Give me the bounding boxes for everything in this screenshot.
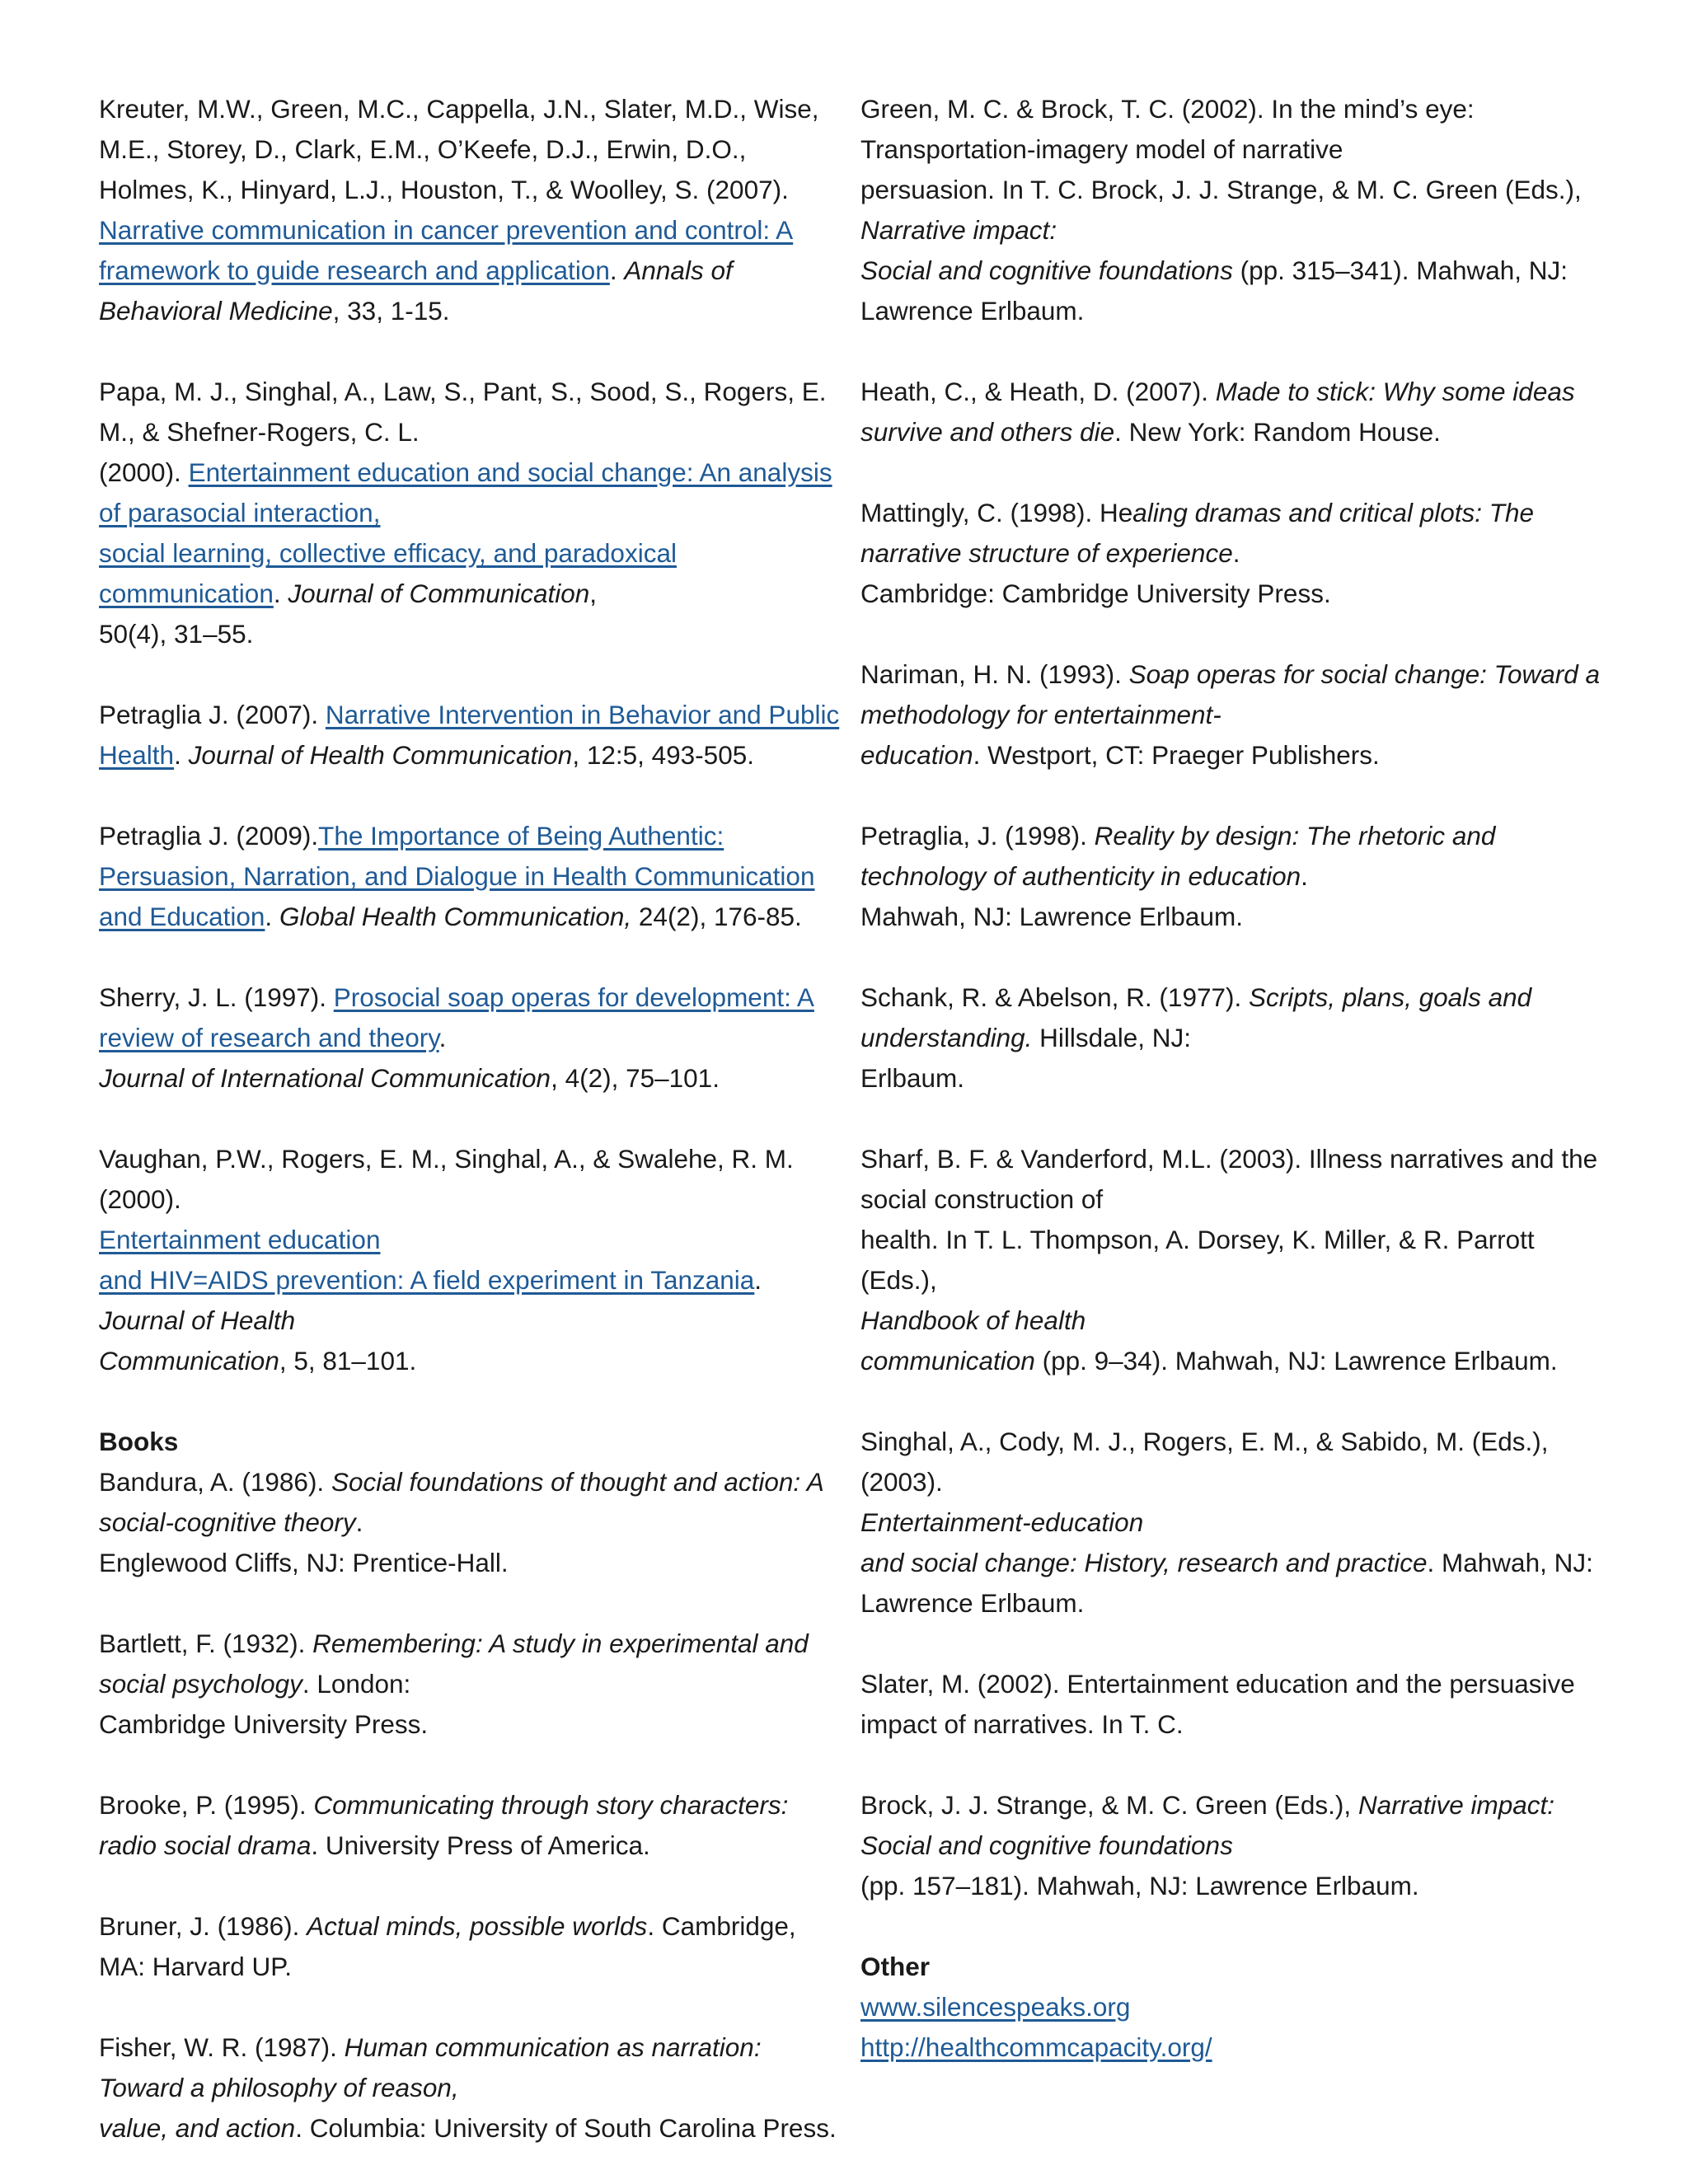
section-heading: Other bbox=[860, 1952, 931, 1981]
reference-text: Sharf, B. F. & Vanderford, M.L. (2003). Illness narratives and the social construction of bbox=[860, 1144, 1598, 1214]
italic-title: Scripts, plans, goals and understanding. bbox=[860, 982, 1532, 1052]
italic-title: communication bbox=[860, 1346, 1035, 1376]
italic-title: Narrative impact: bbox=[860, 215, 1057, 245]
reference-entry bbox=[99, 1906, 845, 1987]
reference-link[interactable]: http://healthcommcapacity.org/ bbox=[860, 2032, 1212, 2062]
reference-entry bbox=[99, 695, 845, 776]
reference-text: Cambridge University Press. bbox=[99, 1709, 429, 1739]
reference-text: Schank, R. & Abelson, R. (1977). bbox=[860, 982, 1249, 1012]
reference-link[interactable]: Entertainment education and social change: An analysis of parasocial interaction, bbox=[99, 457, 832, 527]
reference-text: Bruner, J. (1986). bbox=[99, 1911, 307, 1941]
reference-text: . bbox=[265, 902, 279, 931]
italic-title: value, and action bbox=[99, 2113, 296, 2143]
reference-text: Slater, M. (2002). Entertainment education and the persuasive impact of narratives. In T. C. bbox=[860, 1669, 1575, 1739]
italic-title: Global Health Communication, bbox=[279, 902, 632, 931]
reference-text: Bandura, A. (1986). bbox=[99, 1467, 331, 1497]
reference-text: (pp. 315–341). Mahwah, NJ: Lawrence Erlbaum. bbox=[860, 255, 1568, 326]
reference-link[interactable]: Entertainment education bbox=[99, 1225, 381, 1254]
reference-entry bbox=[99, 1785, 845, 1866]
reference-text: (2000). bbox=[99, 457, 189, 487]
reference-text: Fisher, W. R. (1987). bbox=[99, 2032, 345, 2062]
reference-text: Bartlett, F. (1932). bbox=[99, 1629, 313, 1658]
reference-text: Hillsdale, NJ: bbox=[1032, 1023, 1191, 1052]
reference-entry bbox=[860, 1422, 1602, 1624]
link-list bbox=[860, 1987, 1602, 2068]
reference-text: Kreuter, M.W., Green, M.C., Cappella, J.N., Slater, M.D., Wise, M.E., Storey, D., Clark, E.M., O’Keefe, D.J., Erwin, D.O., Holmes, K., Hinyard, L.J., Houston, T., & Woolley, S. (2007). bbox=[99, 94, 819, 204]
reference-text: Heath, C., & Heath, D. (2007). bbox=[860, 377, 1216, 406]
reference-text: Brock, J. J. Strange, & M. C. Green (Eds.), bbox=[860, 1790, 1358, 1820]
reference-entry bbox=[99, 816, 845, 937]
italic-title: Narrative impact: Social and cognitive foundations bbox=[860, 1790, 1555, 1860]
reference-entry bbox=[860, 493, 1602, 614]
reference-entry bbox=[860, 1139, 1602, 1381]
reference-text: Papa, M. J., Singhal, A., Law, S., Pant, S., Sood, S., Rogers, E. M., & Shefner-Rogers, C. L. bbox=[99, 377, 827, 447]
reference-text: . bbox=[355, 1507, 363, 1537]
reference-entry bbox=[860, 89, 1602, 331]
italic-title: Made to stick: Why some ideas survive and others die bbox=[860, 377, 1575, 447]
left-column bbox=[99, 89, 845, 2149]
italic-title: Entertainment-education bbox=[860, 1507, 1144, 1537]
reference-text: . bbox=[438, 1023, 447, 1052]
reference-text: Petraglia J. (2007). bbox=[99, 700, 326, 729]
italic-title: and social change: History, research and practice bbox=[860, 1548, 1428, 1577]
reference-text: (pp. 157–181). Mahwah, NJ: Lawrence Erlbaum. bbox=[860, 1871, 1419, 1900]
right-column bbox=[860, 89, 1602, 2068]
reference-text: . bbox=[754, 1265, 762, 1295]
reference-entry bbox=[860, 977, 1602, 1099]
reference-text: Petraglia, J. (1998). bbox=[860, 821, 1095, 851]
section-heading: Books bbox=[99, 1427, 179, 1456]
reference-entry bbox=[99, 1462, 845, 1583]
reference-text: , 12:5, 493-505. bbox=[572, 740, 754, 770]
reference-text: Green, M. C. & Brock, T. C. (2002). In the mind’s eye: Transportation-imagery model of narrative bbox=[860, 94, 1475, 164]
reference-text: . Columbia: University of South Carolina Press. bbox=[295, 2113, 837, 2143]
reference-text: Vaughan, P.W., Rogers, E. M., Singhal, A., & Swalehe, R. M. (2000). bbox=[99, 1144, 794, 1214]
reference-text: . Mahwah, NJ: Lawrence Erlbaum. bbox=[860, 1548, 1593, 1618]
reference-text: . London: bbox=[302, 1669, 411, 1699]
italic-title: Actual minds, possible worlds bbox=[307, 1911, 648, 1941]
reference-entry bbox=[860, 654, 1602, 776]
italic-title: Journal of Health Communication bbox=[188, 740, 573, 770]
reference-text: health. In T. L. Thompson, A. Dorsey, K. Miller, & R. Parrott (Eds.), bbox=[860, 1225, 1535, 1295]
italic-title: Social and cognitive foundations bbox=[860, 255, 1233, 285]
reference-text: 24(2), 176-85. bbox=[631, 902, 802, 931]
reference-entry bbox=[860, 1785, 1602, 1906]
reference-entry bbox=[99, 1624, 845, 1745]
italic-title: Human communication as narration: Toward a philosophy of reason, bbox=[99, 2032, 762, 2102]
reference-text: Singhal, A., Cody, M. J., Rogers, E. M., & Sabido, M. (Eds.), (2003). bbox=[860, 1427, 1549, 1497]
reference-text: (pp. 9–34). Mahwah, NJ: Lawrence Erlbaum. bbox=[1034, 1346, 1558, 1376]
reference-text: , bbox=[589, 579, 598, 608]
reference-text: . bbox=[273, 579, 288, 608]
reference-text: . bbox=[174, 740, 189, 770]
italic-title: Remembering: A study in experimental and social psychology bbox=[99, 1629, 809, 1699]
italic-title: Annals of Behavioral Medicine bbox=[99, 255, 733, 326]
reference-text: . bbox=[609, 255, 625, 285]
italic-title: Soap operas for social change: Toward a methodology for entertainment- bbox=[860, 659, 1601, 729]
italic-title: Journal of International Communication bbox=[99, 1063, 551, 1093]
reference-text: persuasion. In T. C. Brock, J. J. Strange, & M. C. Green (Eds.), bbox=[860, 175, 1582, 204]
reference-link[interactable]: Prosocial soap operas for development: A review of research and theory bbox=[99, 982, 814, 1052]
reference-entry bbox=[860, 1664, 1602, 1745]
reference-text: . Westport, CT: Praeger Publishers. bbox=[973, 740, 1380, 770]
reference-text: Mahwah, NJ: Lawrence Erlbaum. bbox=[860, 902, 1243, 931]
reference-link[interactable]: The Importance of Being Authentic: Persuasion, Narration, and Dialogue in Health Communication and Education bbox=[99, 821, 815, 931]
reference-link[interactable]: www.silencespeaks.org bbox=[860, 1992, 1131, 2022]
reference-entry bbox=[99, 977, 845, 1099]
reference-entry bbox=[99, 1139, 845, 1381]
italic-title: education bbox=[860, 740, 973, 770]
reference-text: . Cambridge, MA: Harvard UP. bbox=[99, 1911, 796, 1981]
reference-text: Erlbaum. bbox=[860, 1063, 965, 1093]
reference-entry bbox=[99, 2027, 845, 2149]
reference-text: . New York: Random House. bbox=[1114, 417, 1441, 447]
reference-text: 50(4), 31–55. bbox=[99, 619, 254, 649]
italic-title: Communication bbox=[99, 1346, 279, 1376]
reference-link[interactable]: Narrative Intervention in Behavior and Public Health bbox=[99, 700, 840, 770]
italic-title: Handbook of health bbox=[860, 1305, 1086, 1335]
reference-text: . bbox=[1301, 861, 1308, 891]
italic-title: aling dramas and critical plots: The narrative structure of experience bbox=[860, 498, 1535, 568]
reference-text: . bbox=[1232, 538, 1240, 568]
reference-text: Cambridge: Cambridge University Press. bbox=[860, 579, 1331, 608]
reference-text: . University Press of America. bbox=[311, 1830, 650, 1860]
reference-text: , 4(2), 75–101. bbox=[551, 1063, 720, 1093]
reference-entry bbox=[99, 89, 845, 331]
reference-text: Sherry, J. L. (1997). bbox=[99, 982, 334, 1012]
reference-link[interactable]: social learning, collective efficacy, and paradoxical communication bbox=[99, 538, 677, 608]
italic-title: Communicating through story characters: radio social drama bbox=[99, 1790, 789, 1860]
reference-entry bbox=[99, 372, 845, 654]
italic-title: Journal of Health bbox=[99, 1305, 296, 1335]
reference-text: Mattingly, C. (1998). He bbox=[860, 498, 1133, 527]
italic-title: Social foundations of thought and action: A social-cognitive theory bbox=[99, 1467, 823, 1537]
reference-link[interactable]: and HIV=AIDS prevention: A field experiment in Tanzania bbox=[99, 1265, 755, 1295]
reference-text: , 5, 81–101. bbox=[279, 1346, 417, 1376]
reference-link[interactable]: Narrative communication in cancer prevention and control: A framework to guide research and application bbox=[99, 215, 794, 285]
reference-text: Nariman, H. N. (1993). bbox=[860, 659, 1129, 689]
reference-text: , 33, 1-15. bbox=[332, 296, 450, 326]
reference-entry bbox=[860, 816, 1602, 937]
reference-text: Englewood Cliffs, NJ: Prentice-Hall. bbox=[99, 1548, 509, 1577]
reference-text: Brooke, P. (1995). bbox=[99, 1790, 314, 1820]
italic-title: Journal of Communication bbox=[288, 579, 590, 608]
italic-title: Reality by design: The rhetoric and technology of authenticity in education bbox=[860, 821, 1496, 891]
reference-text: Petraglia J. (2009). bbox=[99, 821, 319, 851]
reference-entry bbox=[860, 372, 1602, 452]
